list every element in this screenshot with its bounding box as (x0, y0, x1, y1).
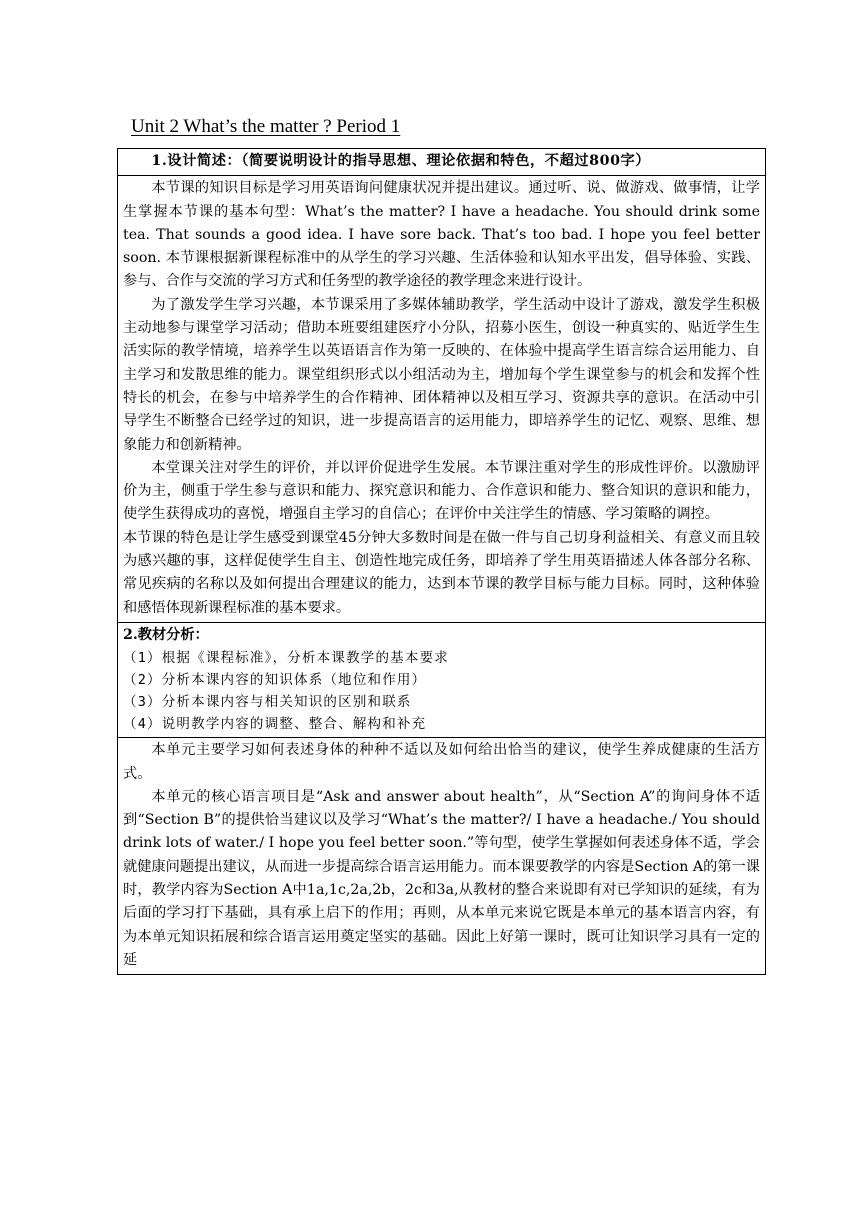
paragraph: 本节课的特色是让学生感受到课堂45分钟大多数时间是在做一件与自己切身利益相关、有意义而且较为感兴趣的事，这样促使学生自主、创造性地完成任务，即培养了学生用英语描述人体各部分名称、常见疾病的名称以及如何提出合理建议的能力，达到本节课的教学目标与能力目标。同时，这种体验和感悟体现新课程标准的基本要求。 (123, 529, 760, 616)
list-item: （1）根据《课程标准》，分析本课教学的基本要求 (123, 650, 449, 667)
table-row (118, 176, 766, 623)
section2-heading: 2.教材分析： (123, 626, 209, 643)
paragraph: 本堂课关注对学生的评价，并以评价促进学生发展。本节课注重对学生的形成性评价。以激励评价为主，侧重于学生参与意识和能力、探究意识和能力、合作意识和能力、整合知识的意识和能力，使学生获得成功的喜悦，增强自主学习的自信心；在评价中关注学生的情感、学习策略的调控。 (123, 459, 760, 523)
paragraph: 本单元主要学习如何表述身体的种种不适以及如何给出恰当的建议，使学生养成健康的生活方式。 (123, 742, 760, 782)
paragraph: 本节课的知识目标是学习用英语询问健康状况并提出建议。通过听、说、做游戏、做事情，让学生掌握本节课的基本句型：What’s the matter? I have a headache. You should drink some tea. That sounds a good idea. I have sore back. That’s too bad. I hope you feel better soon. 本节课根据新课程标准中的从学生的学习兴趣、生活体验和认知水平出发，倡导体验、实践、参与、合作与交流的学习方式和任务型的教学途径的教学理念来进行设计。 (123, 180, 760, 290)
table-row (118, 622, 766, 737)
table-row (118, 149, 766, 176)
list-item: （3）分析本课内容与相关知识的区别和联系 (123, 694, 412, 711)
list-item: （2）分析本课内容的知识体系（地位和作用） (123, 672, 427, 689)
document-title: Unit 2 What’s the matter ? Period 1 (131, 116, 401, 137)
table-row (118, 738, 766, 975)
section2-body-cell (118, 738, 766, 975)
section1-heading-cell (118, 149, 766, 176)
lesson-design-table (117, 148, 766, 975)
section1-body-cell (118, 176, 766, 623)
section1-heading: 1.设计简述：（简要说明设计的指导思想、理论依据和特色，不超过800字） (151, 153, 651, 169)
section2-heading-cell (118, 622, 766, 737)
paragraph: 本单元的核心语言项目是“Ask and answer about health”，从“Section A”的询问身体不适到“Section B”的提供恰当建议以及学习“What’s the matter?/ I have a headache./ You should drink lots of water./ I hope you feel better soon.”等句型，使学生掌握如何表述身体不适，学会就健康问题提出建议，从而进一步提高综合语言运用能力。而本课要教学的内容是Section A的第一课时，教学内容为Section A中1a,1c,2a,2b，2c和3a,从教材的整合来说即有对已学知识的延续，有为后面的学习打下基础，具有承上启下的作用；再则，从本单元来说它既是本单元的基本语言内容，有为本单元知识拓展和综合语言运用奠定坚实的基础。因此上好第一课时，既可让知识学习具有一定的延 (123, 788, 760, 968)
paragraph: 为了激发学生学习兴趣，本节课采用了多媒体辅助教学，学生活动中设计了游戏，激发学生积极主动地参与课堂学习活动；借助本班要组建医疗小分队，招募小医生，创设一种真实的、贴近学生生活实际的教学情境，培养学生以英语语言作为第一反映的、在体验中提高学生语言综合运用能力、自主学习和发散思维的能力。课堂组织形式以小组活动为主，增加每个学生课堂参与的机会和发挥个性特长的机会，在参与中培养学生的合作精神、团体精神以及相互学习、资源共享的意识。在活动中引导学生不断整合已经学过的知识，进一步提高语言的运用能力，即培养学生的记忆、观察、思维、想象能力和创新精神。 (123, 296, 760, 453)
list-item: （4）说明教学内容的调整、整合、解构和补充 (123, 716, 427, 733)
